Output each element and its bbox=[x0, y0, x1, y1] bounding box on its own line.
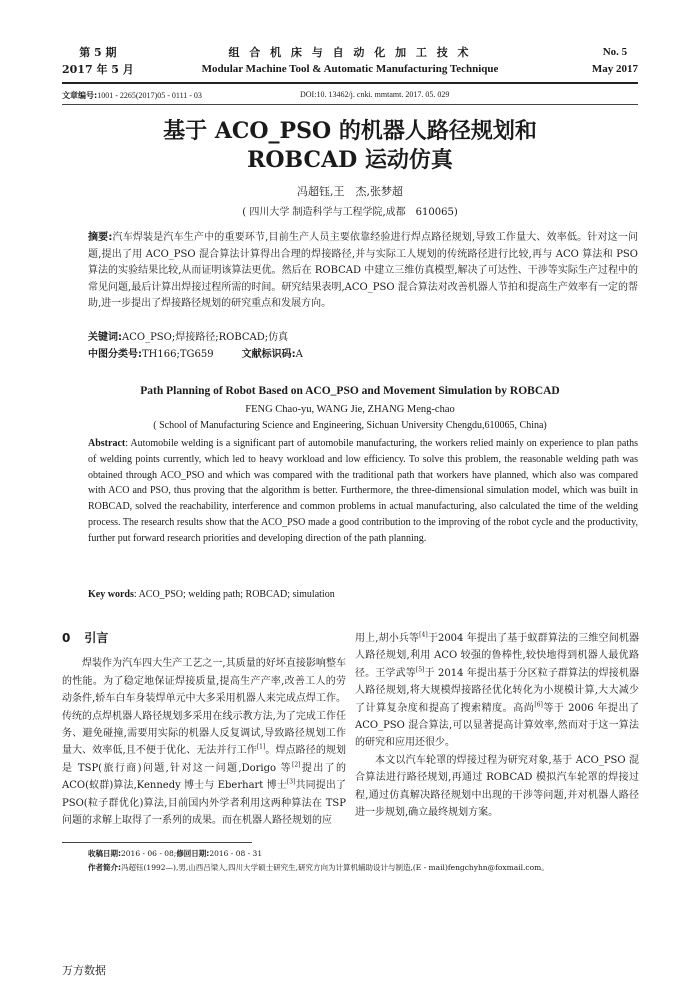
classification bbox=[88, 347, 638, 363]
english-abstract-text: : Automobile welding is a significant part of automobile manufacturing, the workers relied mainly on experience to plan paths of welding points currently, which led to heavy workload and low efficiency. To solve this problem, the reasonable welding path was obtained through ACO_PSO and which was compared with the traditional path that workers have planned, which also was compared with ACO and PSO, thus proving that the algorithm is better. Furthermore, the three-dimensional simulation model, which was built in ROBCAD, solved the reachability, interference and common problems in actual manufacturing, also calculated the time of the welding process. The research results show that the ACO_PSO made a good contribution to the improving of the robot cycle and the productivity, further put forward research priorities and developing direction of the path planning. bbox=[88, 438, 638, 544]
paper-title bbox=[62, 117, 638, 175]
right-text-c: 于 2014 年提出基于分区粒子群算法的焊接机器人路径规划,将大规模焊接路径优化转化为小规模计算,大大减少了计算复杂度和提高了搜索精度。高尚 bbox=[355, 667, 640, 714]
left-text-a: 焊装作为汽车四大生产工艺之一,其质量的好坏直接影响整车的性能。为了稳定地保证焊接质量,提高生产产率,改善工人的劳动条件,轿车白车身装焊单元中大多采用机器人来完成点焊工作。传统的点焊机器人路径规划多采用在线示教方法,为了完成工作任务、避免碰撞,需要用实际的机器人反复调试,导致路径规划工作量大、效率低,且不便于优化、无法并行工作 bbox=[62, 658, 346, 757]
doc-code-label: 文献标识码: bbox=[241, 349, 296, 360]
article-number bbox=[62, 90, 202, 101]
citation-1: [1] bbox=[256, 744, 266, 752]
right-text-b: 于2004 年提出了基于蚁群算法的三维空间机器人路径规划,利用 ACO 较强的鲁棒性,较快地得到机器人最优路径。王学武等 bbox=[355, 633, 639, 679]
issue-en: No. 5 bbox=[602, 46, 628, 58]
watermark: 万方数据 bbox=[62, 964, 106, 977]
date-en: May 2017 bbox=[591, 63, 638, 75]
body-column-right bbox=[355, 630, 639, 821]
journal-name-cn: 组 合 机 床 与 自 动 化 加 工 技 术 bbox=[228, 46, 472, 59]
article-number-label: 文章编号: bbox=[62, 91, 98, 100]
keywords-cn-text: ACO_PSO;焊接路径;ROBCAD;仿真 bbox=[122, 332, 289, 343]
doi: DOI:10. 13462/j. cnki. mmtamt. 2017. 05. 029 bbox=[300, 90, 450, 99]
bio-label: 作者简介: bbox=[88, 863, 121, 872]
english-keywords bbox=[88, 589, 638, 600]
english-abstract-label: Abstract bbox=[88, 438, 126, 449]
right-text-d: 等于 2006 年提出了 ACO_PSO 混合算法,可以显著提高计算效率,然而对于这一算法的研究和应用还很少。 bbox=[355, 702, 639, 749]
doc-code-value: A bbox=[295, 349, 303, 360]
citation-2: [2] bbox=[291, 761, 301, 769]
intro-paragraph-1 bbox=[62, 655, 346, 829]
footnote-rule bbox=[62, 842, 252, 843]
keywords-cn bbox=[88, 330, 638, 346]
affiliation-cn: ( 四川大学 制造科学与工程学院,成都 610065) bbox=[242, 207, 458, 218]
body-column-left bbox=[62, 630, 346, 829]
citation-6: [6] bbox=[534, 701, 543, 709]
abstract-cn bbox=[88, 230, 638, 313]
received-label: 收稿日期: bbox=[88, 849, 121, 858]
header-right bbox=[592, 44, 638, 78]
revised-date: 2016 - 08 - 31 bbox=[209, 849, 263, 858]
citation-5: [5] bbox=[415, 666, 425, 674]
article-number-value: 1001 - 2265(2017)05 - 0111 - 03 bbox=[97, 91, 202, 100]
footnote-dates bbox=[88, 848, 638, 859]
citation-4: [4] bbox=[419, 631, 428, 639]
clc-value: TH166;TG659 bbox=[142, 349, 214, 360]
received-date: 2016 - 06 - 08; bbox=[121, 849, 177, 858]
journal-name-en: Modular Machine Tool & Automatic Manufacturing Technique bbox=[201, 63, 499, 75]
english-keywords-label: Key words bbox=[88, 589, 134, 600]
footnote-author-bio bbox=[88, 862, 638, 873]
title-line-1: 基于 ACO_PSO 的机器人路径规划和 bbox=[163, 118, 537, 144]
english-authors: FENG Chao-yu, WANG Jie, ZHANG Meng-chao bbox=[245, 404, 455, 415]
meta-rule bbox=[62, 104, 638, 105]
section-number: 0 bbox=[62, 631, 71, 645]
english-abstract bbox=[88, 436, 638, 547]
keywords-cn-label: 关键词: bbox=[88, 332, 122, 343]
section-heading bbox=[62, 630, 346, 647]
right-text-a: 用上,胡小兵等 bbox=[355, 633, 420, 644]
issue-cn: 第 5 期 bbox=[79, 46, 117, 59]
left-text-d: 共同提出了 PSO(粒子群优化)算法,目前国内外学者利用这两种算法在 TSP 问题的求解上取得了一系列的成果。而在机器人路径规划的应 bbox=[62, 780, 346, 827]
authors-cn: 冯超钰,王 杰,张梦超 bbox=[297, 185, 403, 198]
title-line-2: ROBCAD 运动仿真 bbox=[247, 147, 453, 173]
intro-paragraph-2: 本文以汽车轮罩的焊接过程为研究对象,基于 ACO_PSO 混合算法进行路径规划,再通过 ROBCAD 模拟汽车轮罩的焊接过程,通过仿真解决路径规划中出现的干涉等问题,并对机器人路径进一步规划,确立最终规划方案。 bbox=[355, 754, 639, 819]
bio-text: 冯超钰(1992—),男,山西吕梁人,四川大学硕士研究生,研究方向为计算机辅助设计与制造,(E - mail)fengchyhn@foxmail.com。 bbox=[121, 863, 549, 872]
citation-3: [3] bbox=[286, 778, 296, 786]
english-keywords-text: : ACO_PSO; welding path; ROBCAD; simulation bbox=[133, 589, 335, 600]
left-text-c: 提出了的 ACO(蚁群)算法,Kennedy 博士与 Eberhart 博士 bbox=[62, 762, 346, 792]
section-title: 引言 bbox=[84, 631, 109, 645]
abstract-cn-label: 摘要: bbox=[88, 232, 113, 243]
clc-label: 中图分类号: bbox=[88, 349, 142, 360]
abstract-cn-text: 汽车焊装是汽车生产中的重要环节,目前生产人员主要依靠经验进行焊点路径规划,导致工作量大、效率低。针对这一问题,提出了用 ACO_PSO 混合算法计算得出合理的焊接路径,并与实际工人规划的传统路径进行比较,再与 ACO 算法和 PSO 算法的实验结果比较,从而证明该算法更优。然后在 ROBCAD 中建立三维仿真模型,解决了可达性、干涉等实际生产过程中的常见问题,最后计算出焊接过程所需的时间。研究结果表明,ACO_PSO 混合算法对改善机器人节拍和提高生产效率有一定的帮助,进一步提出了焊接路径规划的研究重点和发展方向。 bbox=[88, 232, 639, 309]
header-left bbox=[62, 44, 134, 78]
journal-header bbox=[62, 44, 638, 78]
english-affiliation: ( School of Manufacturing Science and Engineering, Sichuan University Chengdu,610065, China) bbox=[153, 420, 547, 431]
english-title: Path Planning of Robot Based on ACO_PSO and Movement Simulation by ROBCAD bbox=[140, 385, 560, 397]
header-center bbox=[172, 44, 528, 78]
intro-paragraph-1-cont bbox=[355, 630, 639, 752]
date-cn: 2017 年 5 月 bbox=[62, 63, 134, 76]
revised-label: 修回日期: bbox=[176, 849, 210, 858]
header-rule bbox=[62, 82, 638, 84]
left-text-b: 。焊点路径的规划是 TSP(旅行商)问题,针对这一问题,Dorigo 等 bbox=[62, 745, 347, 774]
